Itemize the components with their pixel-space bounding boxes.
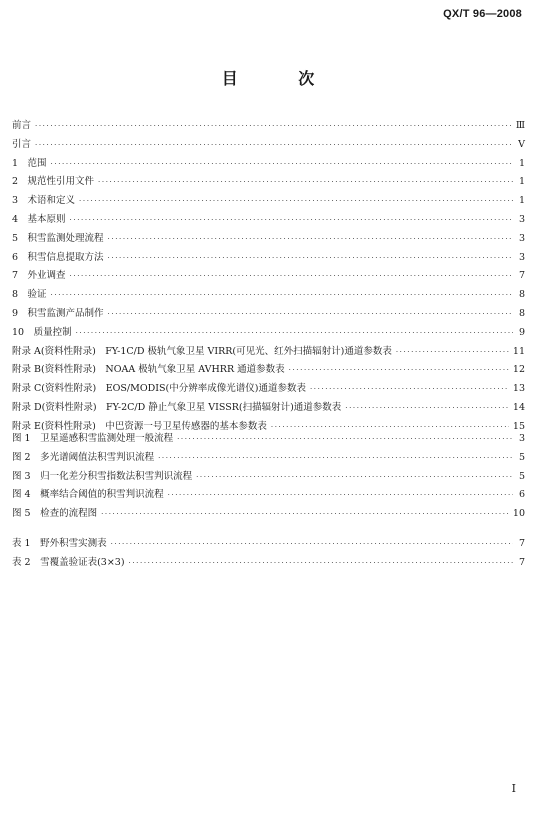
toc-tables-section [12,535,525,573]
toc-entry-label: 附录 E(资料性附录) 中巴资源一号卫星传感器的基本参数表 [12,420,267,432]
toc-entry-label: 2 规范性引用文件 [12,176,95,188]
toc-entry-label: 6 积雪信息提取方法 [12,251,104,263]
dot-leader [70,267,513,286]
toc-entry-page: 8 [518,289,525,301]
dot-leader [158,449,513,468]
dot-leader [70,211,513,230]
toc-entry-label: 10 质量控制 [12,326,72,338]
toc-entry[interactable] [12,535,525,554]
toc-entry-page: 3 [518,213,525,225]
toc-entry-page: 13 [512,383,525,395]
toc-entry[interactable] [12,554,525,573]
toc-entry[interactable] [12,399,525,418]
toc-entry-page: 3 [518,251,525,263]
toc-entry-label: 附录 D(资料性附录) FY-2C/D 静止气象卫星 VISSR(扫描辐射计)通道参数表 [12,401,342,413]
toc-entry-label: 图 5 检查的流程图 [12,508,98,520]
toc-entry[interactable] [12,230,525,249]
toc-entry[interactable] [12,486,525,505]
toc-entry-page: 1 [518,157,525,169]
toc-entry-page: 11 [512,345,525,357]
toc-entry[interactable] [12,136,525,155]
toc-entry-page: 10 [512,508,525,520]
toc-entry-page: Ⅴ [518,138,525,150]
dot-leader [111,535,513,554]
toc-entry-page: 14 [512,401,525,413]
toc-entry-label: 图 3 归一化差分积雪指数法积雪判识流程 [12,470,193,482]
dot-leader [98,173,513,192]
toc-entry-label: 图 1 卫星遥感积雪监测处理一般流程 [12,433,174,444]
toc-entry[interactable] [12,286,525,305]
dot-leader [76,324,513,343]
toc-entry-page: 15 [512,420,525,432]
dot-leader [35,117,512,136]
toc-entry-page: 5 [518,470,525,482]
toc-entry-label: 5 积雪监测处理流程 [12,232,104,244]
toc-entry-page: 3 [518,433,525,444]
toc-entry-label: 图 2 多光谱阈值法积雪判识流程 [12,451,155,463]
toc-entry[interactable] [12,192,525,211]
toc-entry-page: 7 [518,556,525,568]
toc-entry-page: 7 [518,270,525,282]
toc-entry[interactable] [12,267,525,286]
toc-entry-label: 前言 [12,120,32,131]
toc-entry-page: 3 [518,232,525,244]
toc-entry-page: 7 [518,538,525,549]
dot-leader [51,286,513,305]
toc-entry[interactable] [12,505,525,524]
toc-entry-label: 3 术语和定义 [12,195,76,207]
toc-entry[interactable] [12,117,525,136]
toc-entry-label: 附录 C(资料性附录) EOS/MODIS(中分辨率成像光谱仪)通道参数表 [12,383,306,395]
dot-leader [177,430,513,449]
toc-main-section [12,117,525,437]
toc-entry-page: 1 [518,195,525,207]
toc-entry[interactable] [12,173,525,192]
toc-entry-label: 4 基本原则 [12,213,66,225]
toc-entry-label: 8 验证 [12,289,47,301]
dot-leader [396,343,509,362]
toc-entry-label: 表 2 雪覆盖验证表(3×3) [12,556,125,568]
toc-entry-page: 12 [512,364,525,376]
dot-leader [289,361,509,380]
toc-entry-page: 8 [518,307,525,319]
toc-entry-page: 6 [518,489,525,501]
toc-entry-page: 9 [518,326,525,338]
dot-leader [101,505,509,524]
toc-entry[interactable] [12,449,525,468]
dot-leader [51,155,513,174]
toc-entry[interactable] [12,155,525,174]
toc-entry[interactable] [12,324,525,343]
standard-code: QX/T 96—2008 [443,8,522,20]
dot-leader [108,249,513,268]
toc-entry[interactable] [12,343,525,362]
toc-entry-label: 1 范围 [12,157,47,169]
toc-entry[interactable] [12,380,525,399]
toc-entry-label: 表 1 野外积雪实测表 [12,538,107,549]
toc-entry-label: 引言 [12,138,32,150]
dot-leader [129,554,513,573]
toc-entry[interactable] [12,211,525,230]
toc-entry[interactable] [12,468,525,487]
toc-entry-label: 7 外业调查 [12,270,66,282]
toc-entry[interactable] [12,305,525,324]
dot-leader [345,399,509,418]
toc-entry-page: 1 [518,176,525,188]
dot-leader [196,468,513,487]
toc-entry-page: Ⅲ [515,120,525,131]
dot-leader [35,136,513,155]
toc-entry-label: 附录 B(资料性附录) NOAA 极轨气象卫星 AVHRR 通道参数表 [12,364,285,376]
dot-leader [168,486,513,505]
dot-leader [79,192,513,211]
dot-leader [108,230,513,249]
dot-leader [108,305,513,324]
toc-figures-section [12,430,525,524]
page-title: 目 次 [221,71,343,88]
toc-entry-page: 5 [518,451,525,463]
toc-entry-label: 图 4 概率结合阈值的积雪判识流程 [12,489,164,501]
toc-entry-label: 附录 A(资料性附录) FY-1C/D 极轨气象卫星 VIRR(可见光、红外扫描辐射计)通道参数表 [12,345,392,357]
toc-entry[interactable] [12,249,525,268]
page-number: Ⅰ [511,782,516,795]
toc-entry-label: 9 积雪监测产品制作 [12,307,104,319]
toc-entry[interactable] [12,430,525,449]
toc-entry[interactable] [12,361,525,380]
dot-leader [310,380,509,399]
